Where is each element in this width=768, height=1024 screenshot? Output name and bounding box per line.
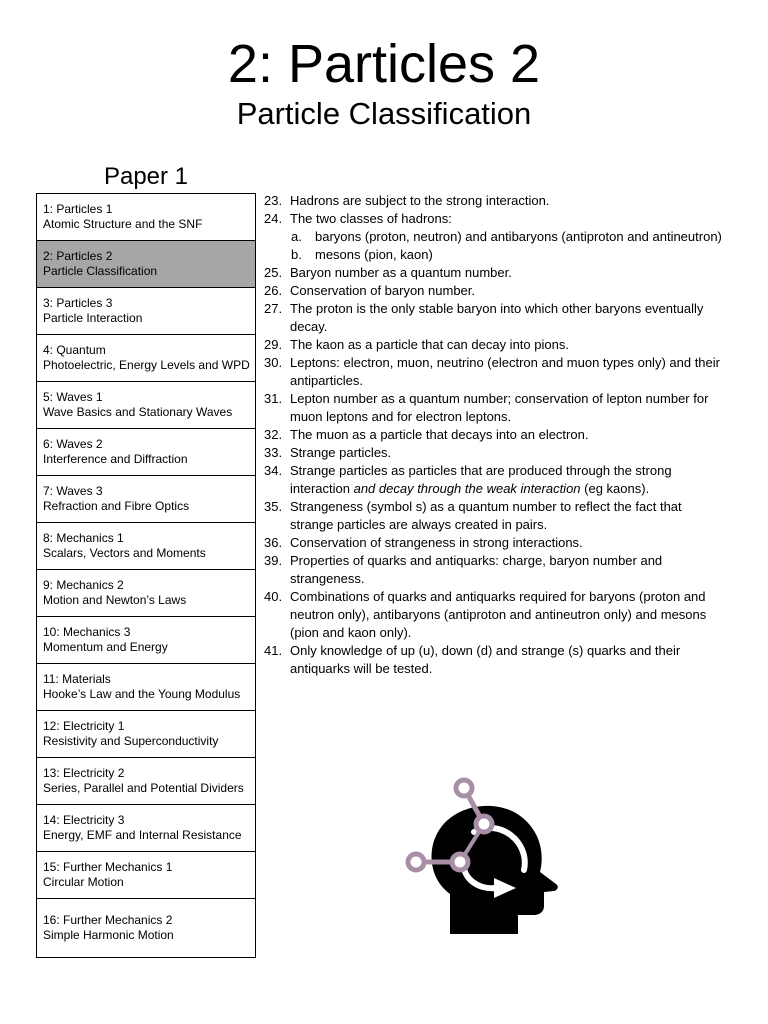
spec-item-number: 36.	[264, 535, 283, 550]
spec-item-text-end: (eg kaons).	[580, 481, 650, 496]
spec-item-number: 32.	[264, 427, 283, 442]
topic-item-materials[interactable]	[37, 664, 255, 711]
topic-item-electricity-2[interactable]	[37, 758, 255, 805]
topic-description: Momentum and Energy	[43, 640, 168, 654]
topic-number-title: 10: Mechanics 3	[43, 625, 131, 639]
spec-item-number: 23.	[264, 193, 283, 208]
spec-item-text-start: Strange particles as particles that are produced through the strong interaction	[290, 463, 672, 496]
spec-item	[264, 336, 724, 354]
topic-item-further-mechanics-2[interactable]	[37, 899, 255, 958]
topic-number-title: 6: Waves 2	[43, 437, 103, 451]
topic-number-title: 8: Mechanics 1	[43, 531, 124, 545]
topic-description: Hooke’s Law and the Young Modulus	[43, 687, 241, 701]
topic-description: Atomic Structure and the SNF	[43, 217, 203, 231]
spec-item-number: 39.	[264, 553, 283, 568]
molecule-node	[476, 816, 492, 832]
topic-number-title: 13: Electricity 2	[43, 766, 125, 780]
spec-item-text: The kaon as a particle that can decay into pions.	[290, 337, 569, 352]
topic-number-title: 5: Waves 1	[43, 390, 103, 404]
topic-description: Energy, EMF and Internal Resistance	[43, 828, 242, 842]
spec-item-text: Only knowledge of up (u), down (d) and strange (s) quarks and their antiquarks will be tested.	[290, 643, 681, 676]
spec-subitem	[264, 246, 724, 264]
topic-number-title: 1: Particles 1	[43, 202, 113, 216]
spec-item	[264, 444, 724, 462]
topic-item-particles-1[interactable]	[37, 194, 255, 241]
spec-item-number: 41.	[264, 643, 283, 658]
spec-item	[264, 300, 724, 336]
spec-item-text: Strangeness (symbol s) as a quantum number to reflect the fact that strange particles are always created in pairs.	[290, 499, 682, 532]
spec-item-text: Leptons: electron, muon, neutrino (electron and muon types only) and their antiparticles.	[290, 355, 720, 388]
topic-item-particles-3[interactable]	[37, 288, 255, 335]
spec-item	[264, 534, 724, 552]
spec-item-number: 26.	[264, 283, 283, 298]
topic-description: Photoelectric, Energy Levels and WPD	[43, 358, 250, 372]
spec-item-text: Baryon number as a quantum number.	[290, 265, 512, 280]
spec-item-number: 40.	[264, 589, 283, 604]
spec-item-number: 29.	[264, 337, 283, 352]
spec-item-number: 33.	[264, 445, 283, 460]
spec-item	[264, 498, 724, 534]
spec-item-number: 27.	[264, 301, 283, 316]
topic-item-waves-3[interactable]	[37, 476, 255, 523]
spec-item-text: Properties of quarks and antiquarks: charge, baryon number and strangeness.	[290, 553, 663, 586]
spec-item	[264, 588, 724, 642]
spec-item-text: The proton is the only stable baryon into which other baryons eventually decay.	[290, 301, 704, 334]
spec-item-number: 35.	[264, 499, 283, 514]
topic-description: Scalars, Vectors and Moments	[43, 546, 206, 560]
spec-item	[264, 282, 724, 300]
spec-item	[264, 390, 724, 426]
topic-description: Wave Basics and Stationary Waves	[43, 405, 233, 419]
topic-list	[36, 193, 256, 958]
molecule-node	[456, 780, 472, 796]
topic-number-title: 4: Quantum	[43, 343, 106, 357]
spec-item-number: 30.	[264, 355, 283, 370]
topic-description: Interference and Diffraction	[43, 452, 188, 466]
spec-item-text: Strange particles.	[290, 445, 392, 460]
topic-item-further-mechanics-1[interactable]	[37, 852, 255, 899]
topic-item-waves-1[interactable]	[37, 382, 255, 429]
topic-description: Series, Parallel and Potential Dividers	[43, 781, 244, 795]
spec-item-number: 34.	[264, 463, 283, 478]
topic-description: Circular Motion	[43, 875, 124, 889]
topic-number-title: 15: Further Mechanics 1	[43, 860, 173, 874]
page-title: 2: Particles 2	[227, 34, 541, 94]
spec-item-text: Hadrons are subject to the strong interaction.	[290, 193, 550, 208]
spec-item-number: 24.	[264, 211, 283, 226]
spec-item	[264, 264, 724, 282]
spec-item	[264, 210, 724, 228]
spec-subitem	[264, 228, 724, 246]
spec-item	[264, 192, 724, 210]
molecule-node	[408, 854, 424, 870]
topic-number-title: 7: Waves 3	[43, 484, 103, 498]
topic-number-title: 14: Electricity 3	[43, 813, 125, 827]
spec-item-text-italic: and decay through the weak interaction	[353, 481, 581, 496]
spec-subitem-letter: a.	[291, 229, 302, 244]
spec-item-number: 25.	[264, 265, 283, 280]
spec-item-text	[290, 462, 724, 498]
spec-item-text: Conservation of baryon number.	[290, 283, 475, 298]
topic-description: Motion and Newton’s Laws	[43, 593, 187, 607]
topic-item-quantum[interactable]	[37, 335, 255, 382]
topic-number-title: 11: Materials	[43, 672, 111, 686]
page-subtitle: Particle Classification	[236, 96, 532, 131]
head-molecule-icon	[398, 774, 568, 944]
topic-number-title: 9: Mechanics 2	[43, 578, 124, 592]
spec-item-text: Conservation of strangeness in strong interactions.	[290, 535, 583, 550]
topic-number-title: 2: Particles 2	[43, 249, 113, 263]
spec-item	[264, 426, 724, 444]
topic-number-title: 3: Particles 3	[43, 296, 113, 310]
spec-item-number: 31.	[264, 391, 283, 406]
spec-item-text: The muon as a particle that decays into an electron.	[290, 427, 589, 442]
topic-item-electricity-1[interactable]	[37, 711, 255, 758]
head-silhouette	[432, 806, 558, 934]
topic-item-particles-2[interactable]	[37, 241, 255, 288]
topic-description: Refraction and Fibre Optics	[43, 499, 190, 513]
spec-subitem-letter: b.	[291, 247, 302, 262]
spec-list	[264, 192, 724, 678]
molecule-node	[452, 854, 468, 870]
topic-item-mechanics-3[interactable]	[37, 617, 255, 664]
topic-number-title: 16: Further Mechanics 2	[43, 913, 173, 927]
spec-item	[264, 462, 724, 498]
spec-subitem-text: mesons (pion, kaon)	[315, 247, 433, 262]
spec-item	[264, 552, 724, 588]
spec-item	[264, 642, 724, 678]
spec-item-text: Combinations of quarks and antiquarks required for baryons (proton and neutron only), antibaryons (antiproton and antineutron only) and mesons (pion and kaon only).	[290, 589, 707, 640]
spec-item-text: Lepton number as a quantum number; conservation of lepton number for muon leptons and for electron leptons.	[290, 391, 709, 424]
topic-item-electricity-3[interactable]	[37, 805, 255, 852]
spec-subitem-text: baryons (proton, neutron) and antibaryons (antiproton and antineutron)	[315, 229, 722, 244]
spec-item	[264, 354, 724, 390]
topic-description: Particle Interaction	[43, 311, 143, 325]
topic-number-title: 12: Electricity 1	[43, 719, 125, 733]
topic-description: Resistivity and Superconductivity	[43, 734, 219, 748]
spec-item-text: The two classes of hadrons:	[290, 211, 452, 226]
topic-description: Simple Harmonic Motion	[43, 928, 174, 942]
paper-label: Paper 1	[103, 163, 189, 190]
topic-item-mechanics-2[interactable]	[37, 570, 255, 617]
topic-item-mechanics-1[interactable]	[37, 523, 255, 570]
topic-description: Particle Classification	[43, 264, 158, 278]
topic-item-waves-2[interactable]	[37, 429, 255, 476]
